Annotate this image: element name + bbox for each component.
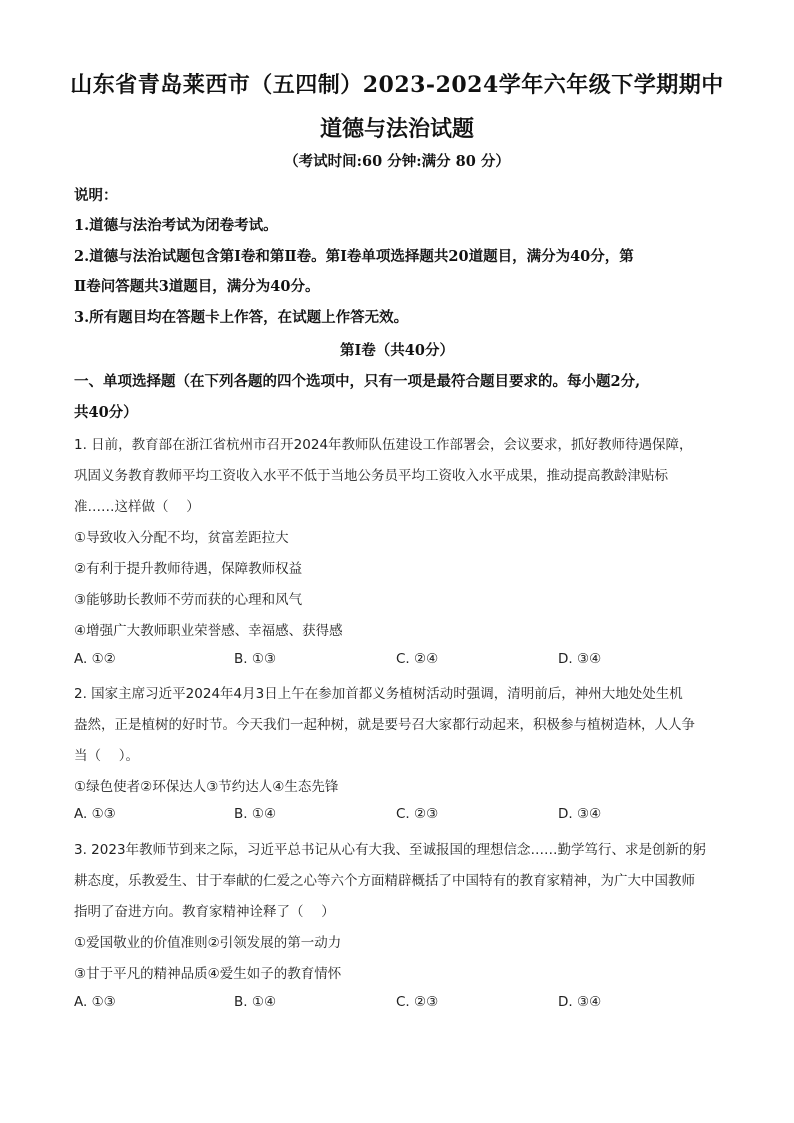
option-d: D. ③④ (558, 806, 602, 822)
question-stem-line: 指明了奋进方向。教育家精神诠释了（ ） (74, 904, 335, 920)
question-stem-line: 1. 日前，教育部在浙江省杭州市召开2024年教师队伍建设工作部署会，会议要求，抓好教师待遇保障， (74, 437, 693, 453)
exam-subtitle: （考试时间:60 分钟:满分 80 分） (284, 153, 510, 170)
question-stem-line: 2. 国家主席习近平2024年4月3日上午在参加首都义务植树活动时强调，清明前后，神州大地处处生机 (74, 686, 683, 702)
option-d: D. ③④ (558, 994, 602, 1010)
question-statement: ③能够助长教师不劳而获的心理和风气 (74, 592, 303, 608)
part1-heading: 第Ⅰ卷（共40分） (340, 342, 454, 359)
instruction-item-2-line1: 2.道德与法治试题包含第Ⅰ卷和第Ⅱ卷。第Ⅰ卷单项选择题共20道题目，满分为40分，第 (74, 248, 634, 265)
option-d: D. ③④ (558, 651, 602, 667)
section-heading-line2: 共40分） (74, 404, 138, 421)
instruction-item-1: 1.道德与法治考试为闭卷考试。 (74, 217, 278, 234)
option-c: C. ②③ (396, 994, 439, 1010)
exam-title-line1: 山东省青岛莱西市（五四制）2023-2024学年六年级下学期期中 (70, 72, 724, 98)
option-b: B. ①④ (234, 994, 277, 1010)
instruction-item-2-line2: Ⅱ卷问答题共3道题目，满分为40分。 (74, 278, 320, 295)
question-statement: ④增强广大教师职业荣誉感、幸福感、获得感 (74, 623, 343, 639)
instructions-heading: 说明： (74, 187, 118, 204)
question-statement: ①导致收入分配不均，贫富差距拉大 (74, 530, 289, 546)
option-c: C. ②④ (396, 651, 439, 667)
question-statement: ③甘于平凡的精神品质④爱生如子的教育情怀 (74, 966, 342, 982)
question-stem-line: 耕态度，乐教爱生、甘于奉献的仁爱之心等六个方面精辟概括了中国特有的教育家精神，为广大中国教师 (74, 873, 695, 889)
option-b: B. ①③ (234, 651, 277, 667)
option-a: A. ①② (74, 651, 116, 667)
question-stem-line: 当（ ）。 (74, 748, 140, 764)
option-c: C. ②③ (396, 806, 439, 822)
question-statement: ①爱国敬业的价值准则②引领发展的第一动力 (74, 935, 342, 951)
option-b: B. ①④ (234, 806, 277, 822)
option-a: A. ①③ (74, 994, 116, 1010)
question-stem-line: 盎然，正是植树的好时节。今天我们一起种树，就是要号召大家都行动起来，积极参与植树造林，人人争 (74, 717, 695, 733)
question-statement: ②有利于提升教师待遇，保障教师权益 (74, 561, 303, 577)
exam-title-line2: 道德与法治试题 (319, 116, 474, 142)
question-stem-line: 准……这样做（ ） (74, 499, 200, 515)
option-a: A. ①③ (74, 806, 116, 822)
section-heading-line1: 一、单项选择题（在下列各题的四个选项中，只有一项是最符合题目要求的。每小题2分, (74, 373, 641, 390)
question-stem-line: 3. 2023年教师节到来之际，习近平总书记从心有大我、至诚报国的理想信念……勤学笃行、求是创新的躬 (74, 842, 707, 858)
question-statement: ①绿色使者②环保达人③节约达人④生态先锋 (74, 779, 339, 795)
question-stem-line: 巩固义务教育教师平均工资收入水平不低于当地公务员平均工资收入水平成果，推动提高教龄津贴标 (74, 468, 668, 484)
instruction-item-3: 3.所有题目均在答题卡上作答，在试题上作答无效。 (74, 309, 409, 326)
